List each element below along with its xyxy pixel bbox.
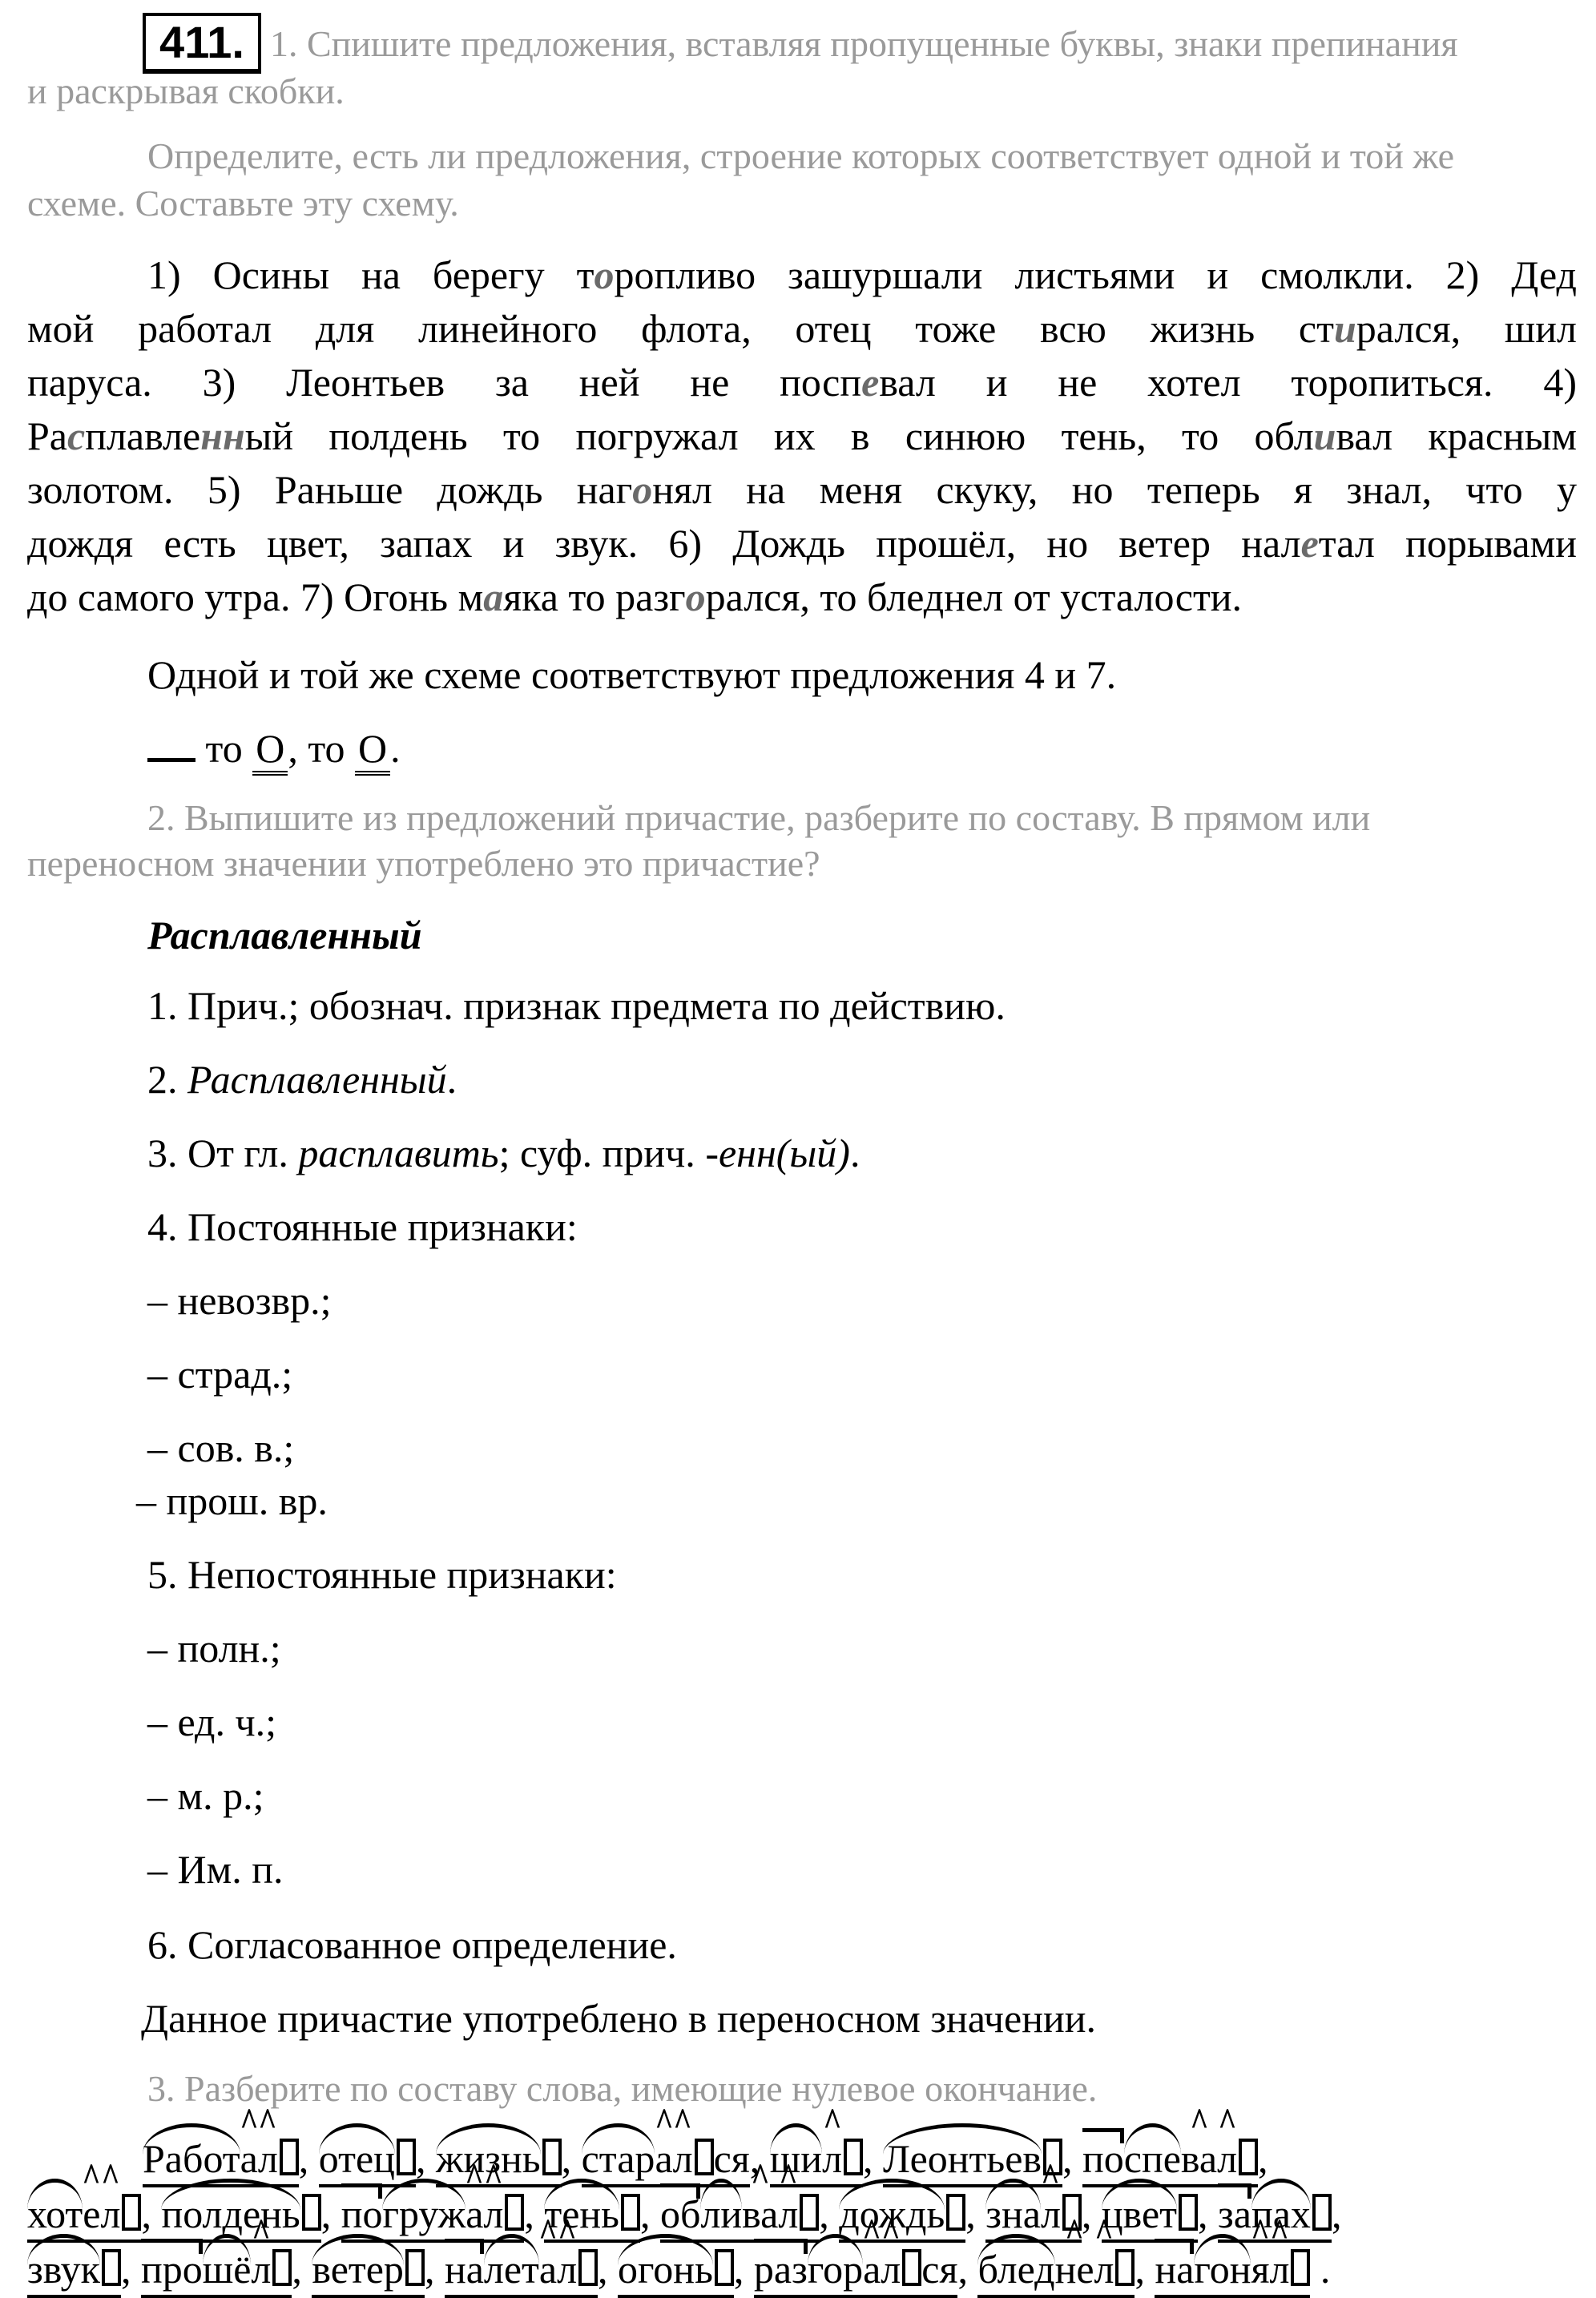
text-fragment: ый полдень то погружал их в синюю тень, то обл <box>244 413 1314 458</box>
analysis-text: – м. р.; <box>147 1773 264 1818</box>
inserted-letter: е <box>861 360 880 405</box>
analysis-text: ; суф. прич. <box>498 1131 706 1175</box>
separator: , <box>733 2247 754 2292</box>
zero-ending-box <box>397 2139 416 2175</box>
parsed-word <box>312 2245 425 2298</box>
root-mark: полдень <box>161 2191 300 2236</box>
root-mark: ветер <box>312 2247 404 2292</box>
root-mark: спе <box>1123 2136 1181 2181</box>
analysis-text: 3. От гл. <box>147 1131 299 1175</box>
suffix-mark: ^ л <box>483 2190 503 2238</box>
scheme-dot: . <box>390 726 401 771</box>
root-mark: Леонтьев <box>883 2136 1042 2181</box>
separator: , <box>598 2247 619 2292</box>
sentence-line <box>27 248 1577 302</box>
analysis-item <box>147 1698 276 1746</box>
root-mark: груж <box>382 2191 466 2236</box>
parsed-word <box>319 2135 416 2187</box>
analysis-item <box>136 1477 328 1525</box>
separator: , <box>1198 2191 1219 2236</box>
analysis-item <box>147 1550 617 1599</box>
inserted-letter: и <box>1333 306 1356 351</box>
parsed-word <box>660 2190 819 2243</box>
morpheme-row <box>27 2245 1330 2298</box>
suffix-mark: ^ л <box>251 2245 271 2293</box>
parsed-word <box>883 2135 1062 2187</box>
task1-line1: 1. Спишите предложения, вставляя пропущенные буквы, знаки препинания <box>270 23 1458 64</box>
inserted-letter: и <box>1313 413 1336 458</box>
analysis-text: 5. Непостоянные признаки: <box>147 1552 617 1597</box>
zero-ending-box <box>542 2139 562 2175</box>
zero-ending-box <box>578 2249 598 2286</box>
separator: , <box>863 2136 884 2181</box>
suffix-mark: ^ л <box>101 2190 121 2238</box>
separator: , <box>957 2247 978 2292</box>
parsed-word <box>445 2245 598 2298</box>
separator: , <box>749 2136 770 2181</box>
root-mark: гор <box>807 2247 864 2292</box>
analysis-item <box>147 1129 860 1177</box>
root-mark: шё <box>202 2247 252 2292</box>
analysis-item <box>147 1624 281 1672</box>
suffix-mark: ^ не <box>1055 2245 1094 2293</box>
zero-ending-box <box>1291 2249 1310 2286</box>
scheme-predicate-1: О <box>252 726 288 776</box>
task2-line2: переносном значении употреблено это причастие? <box>27 843 820 884</box>
parsed-word <box>1082 2135 1258 2187</box>
separator: , <box>965 2191 986 2236</box>
analysis-text: . <box>849 1131 860 1175</box>
analysis-text: – сов. в.; <box>147 1425 295 1470</box>
prefix-mark: раз <box>753 2247 808 2292</box>
exercise-number: 411. <box>143 13 261 74</box>
subject-underline <box>147 726 195 762</box>
parsed-word <box>141 2245 292 2298</box>
zero-ending-box <box>1239 2139 1258 2175</box>
analysis-text: Данное причастие употреблено в переносном значении. <box>141 1996 1097 2041</box>
task2-line1: 2. Выпишите из предложений причастие, разберите по составу. В прямом или <box>147 797 1371 838</box>
suffix-mark: ^ л <box>881 2245 901 2293</box>
analysis-text: – прош. вр. <box>136 1478 328 1523</box>
inserted-letter: а <box>483 574 504 619</box>
separator: , <box>1331 2191 1342 2236</box>
zero-ending-box <box>844 2139 863 2175</box>
text-fragment: золотом. 5) Раньше дождь наг <box>27 467 633 512</box>
analysis-text: Расплавленный <box>187 1057 447 1102</box>
analysis-text: . <box>446 1057 457 1102</box>
zero-ending-box <box>1115 2249 1135 2286</box>
suffix-mark: ^ л <box>1217 2135 1237 2183</box>
root-mark: лет <box>483 2247 539 2292</box>
analysis-item <box>147 1055 457 1103</box>
task1-line2: и раскрывая скобки. <box>27 71 345 111</box>
scheme-to: то <box>195 726 253 771</box>
inserted-letter: о <box>632 467 653 512</box>
root-mark: хот <box>27 2191 83 2236</box>
separator: , <box>1062 2136 1082 2181</box>
analysis-item <box>147 1772 264 1820</box>
suffix-mark: ^ л <box>1269 2245 1289 2293</box>
analysis-text: 6. Согласованное определение. <box>147 1922 677 1967</box>
prefix-mark: за <box>1218 2191 1251 2236</box>
suffix-mark: ^ л <box>778 2190 798 2238</box>
parsed-word <box>161 2190 320 2243</box>
task3-text: 3. Разберите по составу слова, имеющие нулевое окончание. <box>147 2068 1098 2109</box>
root-mark: ли <box>700 2191 743 2236</box>
sentence-line <box>27 570 1577 624</box>
analysis-text: 4. Постоянные признаки: <box>147 1204 578 1249</box>
text-fragment: дождя есть цвет, запах и звук. 6) Дождь прошёл, но ветер нал <box>27 521 1301 566</box>
suffix-mark: ^ л <box>258 2135 278 2183</box>
parsed-word <box>977 2245 1135 2298</box>
text-fragment: до самого утра. 7) Огонь м <box>27 574 484 619</box>
text-fragment: Ра <box>27 413 67 458</box>
suffix-mark: ^ я <box>1251 2245 1269 2293</box>
root-mark: ши <box>769 2136 823 2181</box>
zero-ending-box <box>102 2249 121 2286</box>
zero-ending-box <box>621 2194 640 2231</box>
text-fragment: плавле <box>85 413 201 458</box>
analysis-text: – страд.; <box>147 1352 293 1397</box>
root-mark: цвет <box>1101 2191 1178 2236</box>
analysis-text: 2. <box>147 1057 187 1102</box>
inserted-letter: с <box>67 413 86 458</box>
root-mark: дождь <box>839 2191 945 2236</box>
root-mark: гон <box>1194 2247 1251 2292</box>
zero-ending-box <box>302 2194 321 2231</box>
text-fragment: паруса. 3) Леонтьев за ней не посп <box>27 360 862 405</box>
analysis-text: -енн(ый) <box>705 1131 850 1175</box>
prefix-mark: на <box>1155 2247 1195 2292</box>
sentence-scheme <box>27 722 1577 776</box>
task1-line4: схеме. Составьте эту схему. <box>27 183 459 224</box>
root-mark: Работ <box>143 2136 240 2181</box>
root-mark: зна <box>985 2191 1041 2236</box>
morpheme-row <box>143 2135 1268 2187</box>
analysis-text: расплавить <box>298 1131 499 1175</box>
inserted-letter: о <box>685 574 706 619</box>
root-mark: отец <box>318 2136 395 2181</box>
suffix-mark: ^ л <box>822 2135 842 2183</box>
parsed-word <box>754 2245 958 2298</box>
zero-ending-box <box>946 2194 965 2231</box>
suffix-mark: ^ ва <box>1181 2135 1217 2183</box>
separator: , <box>639 2191 660 2236</box>
zero-ending-box <box>280 2139 299 2175</box>
parsed-word <box>1102 2190 1198 2243</box>
separator: , <box>1258 2136 1268 2181</box>
inserted-letter: о <box>594 252 615 297</box>
scheme-predicate-2: О <box>355 726 390 776</box>
zero-ending-box <box>122 2194 141 2231</box>
sentence-line <box>27 302 1577 356</box>
sentence-line <box>27 517 1577 570</box>
root-mark: стар <box>581 2136 655 2181</box>
suffix-mark: ^ л <box>673 2135 693 2183</box>
postfix: ся <box>921 2247 958 2292</box>
separator: , <box>120 2247 141 2292</box>
separator: , <box>141 2191 162 2236</box>
analysis-item <box>147 1203 578 1251</box>
separator: , <box>320 2191 341 2236</box>
suffix-mark: ^ л <box>1094 2245 1114 2293</box>
text-fragment: тал порывами <box>1318 521 1578 566</box>
suffix-mark: ^ а <box>863 2245 881 2293</box>
postfix: ся <box>713 2136 750 2181</box>
root-mark: жизнь <box>435 2136 541 2181</box>
sentence-line <box>27 409 1577 463</box>
separator: . <box>1310 2247 1331 2292</box>
suffix-mark: ^ е <box>83 2190 100 2238</box>
separator: , <box>1135 2247 1155 2292</box>
zero-ending-box <box>405 2249 425 2286</box>
separator: , <box>424 2247 445 2292</box>
scheme-to-2: , то <box>288 726 356 771</box>
analysis-text: 1. Прич.; обознач. признак предмета по действию. <box>147 983 1006 1028</box>
suffix-mark: ^ ва <box>742 2190 778 2238</box>
suffix-mark: ^ а <box>240 2135 258 2183</box>
analysis-item <box>147 1350 292 1398</box>
text-fragment: вал и не хотел торопиться. 4) <box>879 360 1577 405</box>
zero-ending-box <box>272 2249 292 2286</box>
parsed-word <box>1155 2245 1310 2298</box>
exercise-sentences <box>27 248 1577 624</box>
analysis-text: – невозвр.; <box>147 1278 332 1323</box>
sentence-line <box>27 463 1577 517</box>
inserted-letter: е <box>1300 521 1319 566</box>
text-fragment: рался, шил <box>1356 306 1577 351</box>
separator: , <box>292 2247 312 2292</box>
separator: , <box>819 2191 840 2236</box>
analysis-item <box>147 982 1006 1030</box>
zero-ending-box <box>800 2194 819 2231</box>
zero-ending-box <box>505 2194 524 2231</box>
suffix-mark: ^ л <box>557 2245 577 2293</box>
zero-ending-box <box>715 2249 734 2286</box>
parsed-word <box>27 2245 121 2298</box>
parsed-word <box>618 2245 734 2298</box>
inserted-letter: нн <box>200 413 245 458</box>
separator: , <box>298 2136 319 2181</box>
separator: , <box>415 2136 436 2181</box>
suffix-mark: ^ а <box>539 2245 557 2293</box>
analysis-item <box>141 1994 1096 2042</box>
analysis-word: Расплавленный <box>147 913 422 958</box>
analysis-item <box>147 1845 284 1893</box>
zero-ending-box <box>1312 2194 1332 2231</box>
separator: , <box>524 2191 545 2236</box>
separator: , <box>1081 2191 1102 2236</box>
root-mark: звук <box>27 2247 100 2292</box>
answer-text: Одной и той же схеме соответствуют предложения 4 и 7. <box>147 652 1117 697</box>
task1-line3: Определите, есть ли предложения, строение которых соответствует одной и той же <box>147 135 1455 176</box>
prefix-mark: про <box>140 2247 203 2292</box>
zero-ending-box <box>1179 2194 1198 2231</box>
prefix-mark: по <box>341 2191 383 2236</box>
text-fragment: ропливо зашуршали листьями и смолкли. 2) Дед <box>614 252 1577 297</box>
suffix-mark: ^ а <box>655 2135 672 2183</box>
analysis-text: – полн.; <box>147 1626 281 1671</box>
suffix-mark: ^ л <box>1041 2190 1061 2238</box>
analysis-item <box>147 1424 294 1472</box>
analysis-item <box>147 1276 331 1324</box>
text-fragment: 1) Осины на берегу т <box>147 252 594 297</box>
analysis-text: – Им. п. <box>147 1847 284 1892</box>
text-fragment: мой работал для линейного флота, отец тоже всю жизнь ст <box>27 306 1334 351</box>
prefix-mark: на <box>444 2247 484 2292</box>
suffix-mark: ^ а <box>466 2190 483 2238</box>
parsed-word <box>839 2190 965 2243</box>
prefix-mark: по <box>1082 2136 1124 2181</box>
sentence-line <box>27 356 1577 409</box>
analysis-text: – ед. ч.; <box>147 1699 277 1744</box>
text-fragment: рался, то бледнел от усталости. <box>705 574 1243 619</box>
text-fragment: вал красным <box>1336 413 1578 458</box>
separator: , <box>561 2136 582 2181</box>
root-mark: тень <box>544 2191 619 2236</box>
root-mark: пах <box>1251 2191 1311 2236</box>
zero-ending-box <box>695 2139 714 2175</box>
text-fragment: яка то разг <box>503 574 686 619</box>
text-fragment: нял на меня скуку, но теперь я знал, что у <box>652 467 1577 512</box>
analysis-item <box>147 1921 677 1969</box>
root-mark: блед <box>977 2247 1055 2292</box>
zero-ending-box <box>902 2249 921 2286</box>
root-mark: огонь <box>618 2247 713 2292</box>
prefix-mark: об <box>659 2191 701 2236</box>
parsed-word <box>27 2190 141 2243</box>
